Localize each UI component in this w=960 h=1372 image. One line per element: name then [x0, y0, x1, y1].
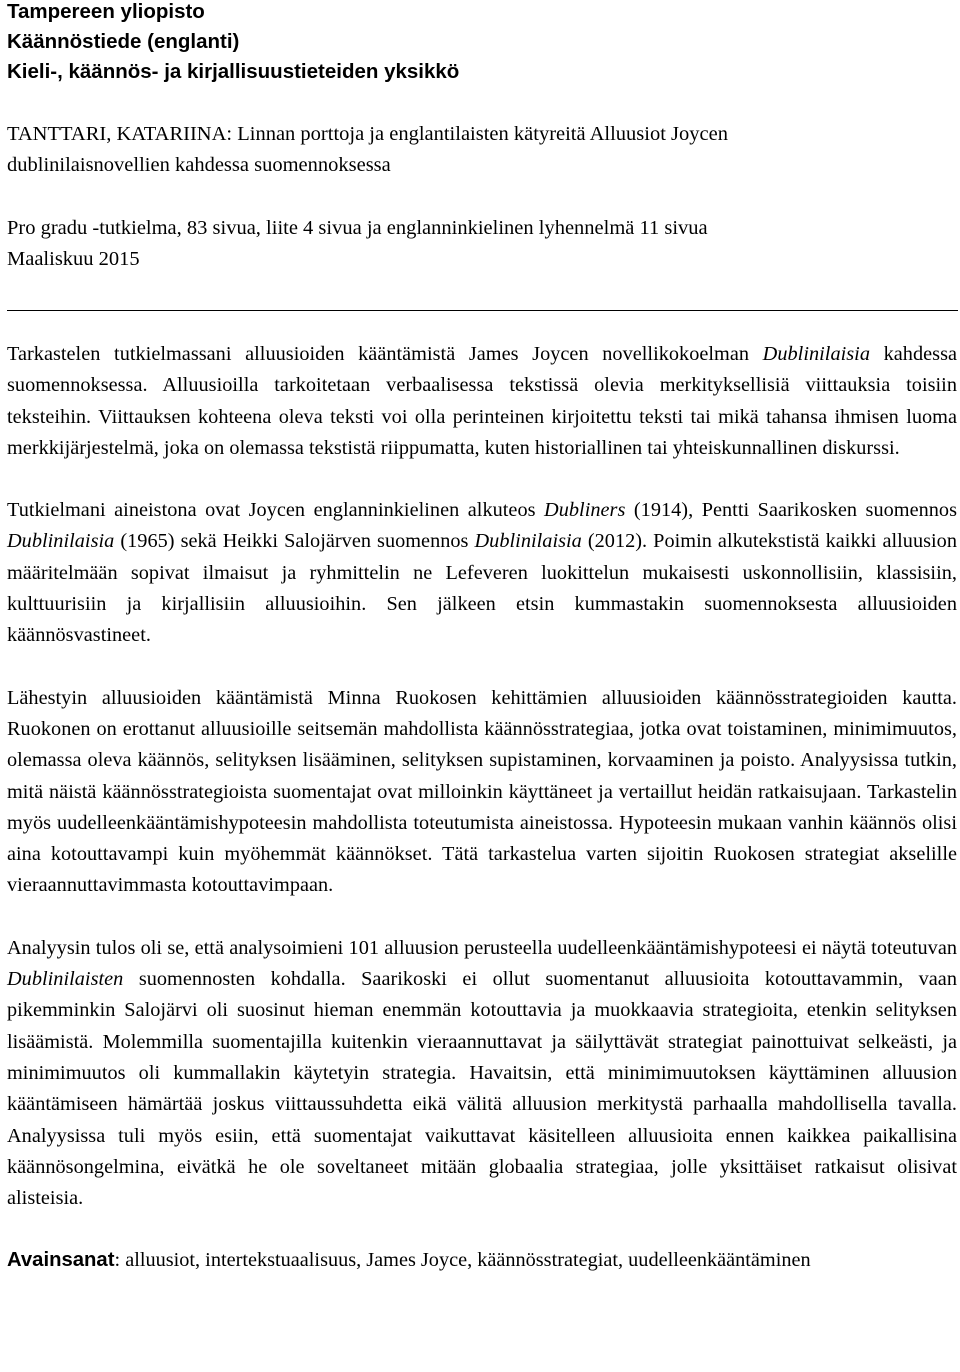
university-name: Tampereen yliopisto — [7, 0, 205, 23]
abstract-paragraph-3: Lähestyin alluusioiden kääntämistä Minna Ruokosen kehittämien alluusioiden käännösstrategioiden kautta. Ruokonen on erottanut alluusioille seitsemän mahdollista käännösstrategiaa, jotka ovat toistaminen, minimimuutos, olemassa oleva käännös, selityksen lisääminen, selityksen supistaminen, korvaaminen ja poisto. Analyysissa tutkin, mitä näistä käännösstrategioista suomentajat ovat milloinkin käyttäneet ja vertaillut heidän ratkaisujaan. Tarkastelin myös uudelleenkääntämishypoteesin mahdollista toteutumista aineistossa. Hypoteesin mukaan vanhin käännös olisi aina kotouttavampi kuin myöhemmät käännökset. Tätä tarkastelua varten sijoitin Ruokosen strategiat akselille vieraannuttavimmasta kotouttavimpaan. — [7, 686, 957, 897]
abstract-paragraph-4 — [7, 933, 957, 1215]
abstract-paragraph-1 — [7, 339, 957, 464]
text-run: Tarkastelen tutkielmassani alluusioiden kääntämistä James Joycen novellikokoelman — [7, 343, 763, 365]
keywords-text: alluusiot, intertekstuaalisuus, James Joyce, käännösstrategiat, uudelleenkääntäminen — [125, 1249, 811, 1272]
text-run: Analyysin tulos oli se, että analysoimieni 101 alluusion perusteella uudelleenkääntämishypoteesi ei näytä toteutuvan — [7, 936, 957, 959]
text-run: (1965) sekä Heikki Salojärven suomennos — [114, 530, 475, 553]
text-run: Tutkielmani aineistona ovat Joycen englanninkielinen alkuteos — [7, 499, 545, 522]
work-title: Dublinilaisia — [474, 530, 582, 553]
work-title: Dublinilaisten — [7, 968, 124, 991]
thesis-date: Maaliskuu 2015 — [7, 248, 140, 270]
thesis-title-line-1: TANTTARI, KATARIINA: Linnan porttoja ja englantilaisten kätyreitä Alluusiot Joycen — [7, 123, 728, 145]
text-run: kahdessa suomennoksessa. Alluusioilla tarkoitetaan verbaalisessa tekstissä olevia merkityksellisiä viittauksia toisiin teksteihin. Viittauksen kohteena oleva teksti voi olla perinteinen kirjoitettu teksti tai mikä tahansa ihmisen luoma merkkijärjestelmä, joka on olemassa tekstistä riippumatta, kuten historiallinen tai yhteiskunnallinen diskurssi. — [7, 343, 957, 459]
thesis-type: Pro gradu -tutkielma, 83 sivua, liite 4 sivua ja englanninkielinen lyhennelmä 11 sivua — [7, 217, 708, 239]
text-run: suomennosten kohdalla. Saarikoski ei ollut suomentanut alluusioita kotouttavammin, vaan pikemminkin Salojärvi oli suosinut hieman enemmän kotouttavia ja muokkaavia strategioita, etenkin selityksen lisäämistä. Molemmilla suomentajilla kuitenkin vieraannuttavat ja säilyttävät strategiat painottuivat selkeästi, ja minimimuutos oli kummallakin käytetyin strategia. Havaitsin, että minimimuutoksen käyttäminen alluusion kääntämiseen hämärtää joskus viittaussuhdetta eikä välitä alluusion merkitystä parhaalla mahdollisella tavalla. Analyysissa tuli myös esiin, että suomentajat vaikuttavat käsitelleen alluusioita ennen kaikkea paikallisina käännösongelmina, eivätkä he ole soveltaneet mitään globaalia strategiaa, jolle yksittäiset ratkaisut olisivat alisteisia. — [7, 968, 957, 1210]
header-block — [7, 0, 957, 87]
keywords-label: Avainsanat — [7, 1249, 115, 1272]
thesis-info-block — [7, 213, 708, 275]
horizontal-rule — [7, 310, 958, 311]
text-run: (1914), Pentti Saarikosken suomennos — [625, 499, 957, 522]
thesis-title-block — [7, 119, 728, 181]
text-run: (2012). Poimin alkutekstistä kaikki alluusion määritelmään sopivat ilmaisut ja ryhmittelin ne Lefeveren luokittelun mukaisesti uskonnollisiin, klassisiin, kulttuurisiin ja kirjallisiin alluusioihin. Sen jälkeen etsin kummastakin suomennoksesta alluusioiden käännösvastineet. — [7, 530, 957, 647]
unit-name: Kieli-, käännös- ja kirjallisuustieteiden yksikkö — [7, 60, 460, 83]
document-page — [7, 0, 957, 1272]
work-title: Dublinilaisia — [7, 530, 115, 553]
program-name: Käännöstiede (englanti) — [7, 30, 240, 53]
work-title: Dubliners — [544, 499, 626, 522]
abstract-paragraph-2 — [7, 495, 957, 651]
thesis-title-line-2: dublinilaisnovellien kahdessa suomennoksessa — [7, 154, 391, 176]
keywords-separator: : — [114, 1249, 126, 1272]
abstract — [7, 339, 957, 1276]
work-title: Dublinilaisia — [762, 343, 870, 365]
keywords-line — [7, 1245, 957, 1276]
